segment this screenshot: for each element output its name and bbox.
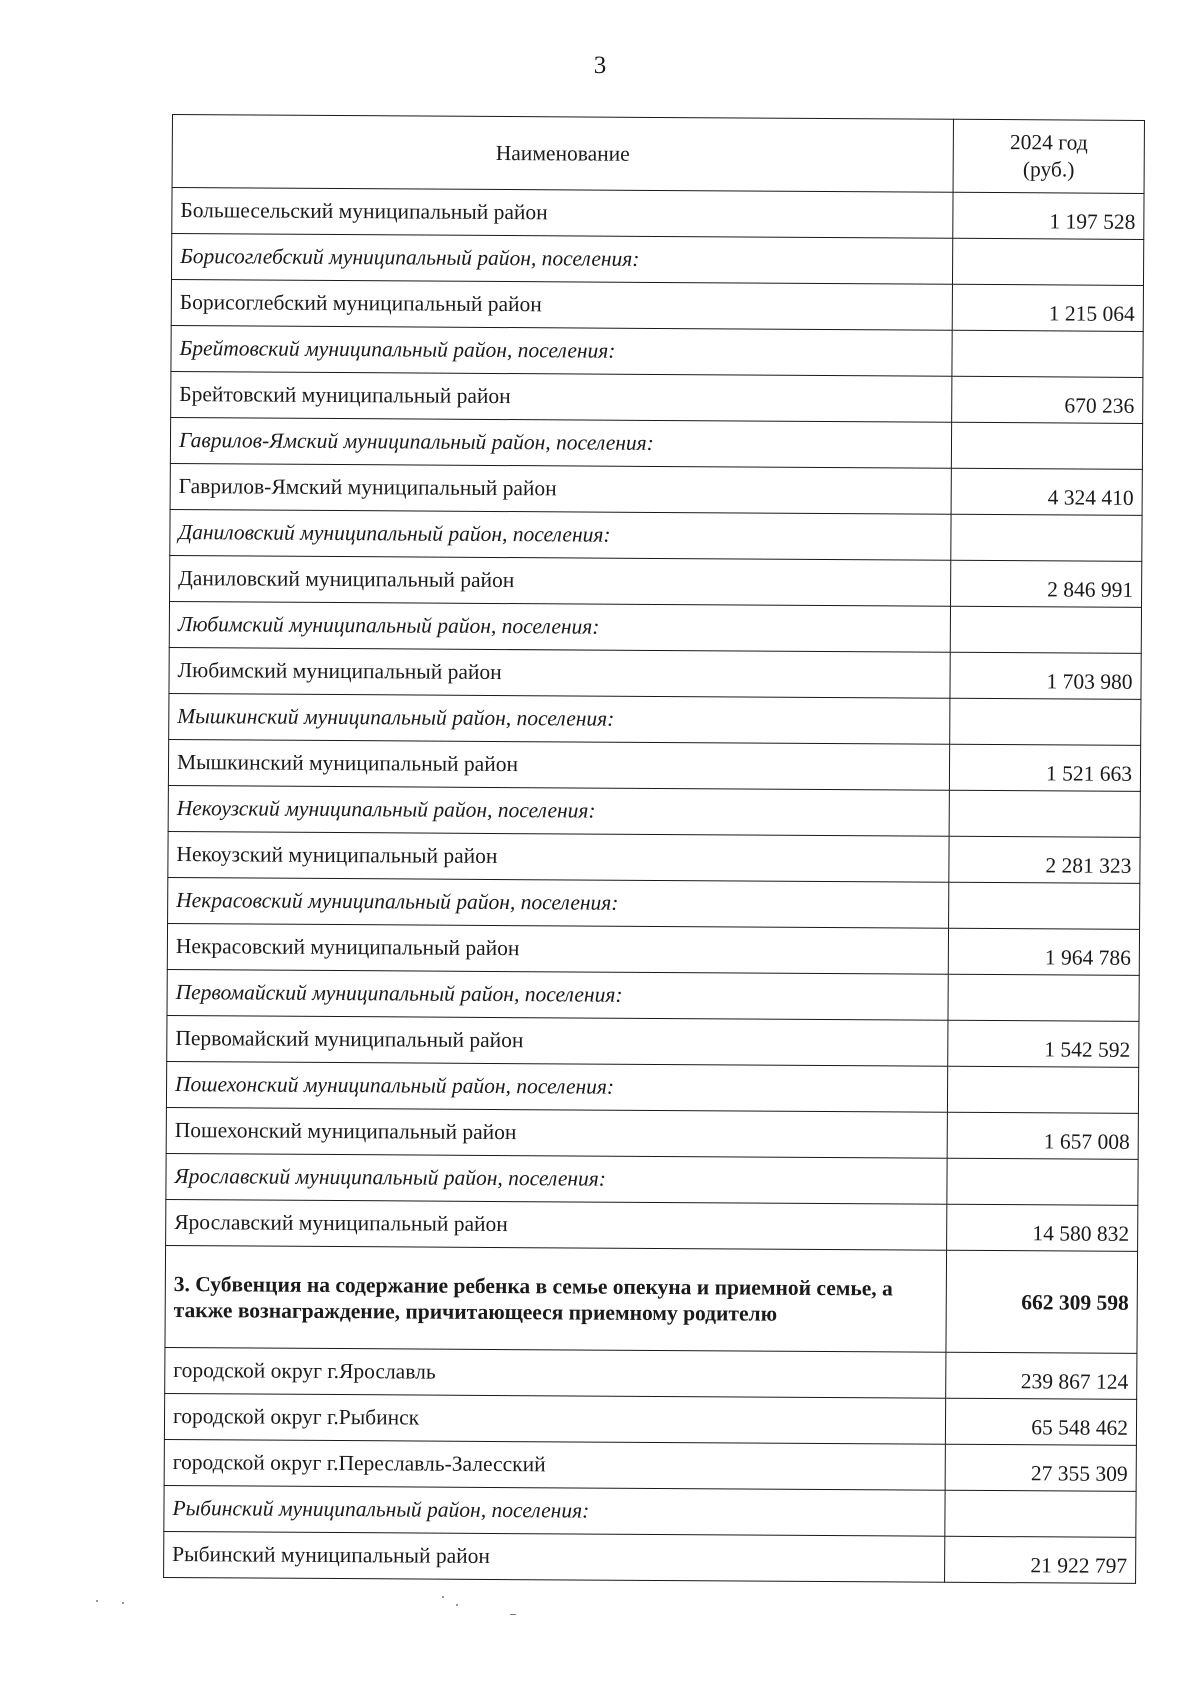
row-value: 21 922 797: [945, 1536, 1136, 1583]
header-name: Наименование: [172, 115, 953, 193]
group-row: [166, 1061, 1138, 1113]
group-row: [170, 417, 1142, 469]
table-row: [164, 1439, 1136, 1491]
row-name: Борисоглебский муниципальный район: [171, 279, 952, 330]
scan-specks: [0, 1590, 1200, 1630]
table-row: [165, 1347, 1137, 1399]
row-name: Гаврилов-Ямский муниципальный район: [170, 463, 951, 514]
row-value: 2 281 323: [949, 836, 1140, 883]
row-name: Рыбинский муниципальный район: [164, 1531, 945, 1582]
row-value: 1 703 980: [950, 652, 1141, 699]
speck: [510, 1614, 516, 1615]
speck: [122, 1602, 124, 1604]
row-name: Большесельский муниципальный район: [172, 188, 953, 239]
group-row: [168, 785, 1140, 837]
header-value-year: 2024 год: [1009, 130, 1088, 155]
row-value: [950, 698, 1141, 745]
row-name: Брейтовский муниципальный район: [171, 371, 952, 422]
row-value: 670 236: [952, 376, 1143, 423]
row-value: 65 548 462: [945, 1398, 1136, 1445]
table-row: [171, 371, 1143, 423]
row-value: [947, 1066, 1138, 1113]
group-row: [166, 1153, 1138, 1205]
group-row: [169, 693, 1141, 745]
table-body: [164, 188, 1144, 1584]
table-row: [168, 739, 1140, 791]
row-name: городской округ г.Рыбинск: [164, 1393, 945, 1444]
row-name: Пошехонский муниципальный район, поселения:: [166, 1061, 947, 1112]
row-value: [949, 882, 1140, 929]
table-row: [171, 279, 1143, 331]
row-value: 2 846 991: [951, 560, 1142, 607]
row-value: [952, 330, 1143, 377]
row-value: [949, 790, 1140, 837]
row-value: [951, 422, 1142, 469]
group-row: [164, 1485, 1136, 1537]
row-name: 3. Субвенция на содержание ребенка в семье опекуна и приемной семье, а также вознаграждение, причитающееся приемному родителю: [165, 1245, 947, 1352]
row-value: 662 309 598: [946, 1250, 1138, 1353]
table-header-row: [172, 115, 1144, 194]
row-name: Гаврилов-Ямский муниципальный район, поселения:: [170, 417, 951, 468]
row-value: [948, 974, 1139, 1021]
row-name: Брейтовский муниципальный район, поселения:: [171, 325, 952, 376]
table-row: [170, 463, 1142, 515]
table-row: [170, 555, 1142, 607]
group-row: [168, 877, 1140, 929]
table-row: [164, 1393, 1136, 1445]
speck: [96, 1600, 98, 1602]
row-value: [945, 1490, 1136, 1537]
row-value: [952, 238, 1143, 285]
row-name: Любимский муниципальный район, поселения:: [169, 601, 950, 652]
row-value: 239 867 124: [946, 1352, 1137, 1399]
table-row: [166, 1107, 1138, 1159]
row-name: Ярославский муниципальный район: [166, 1199, 947, 1250]
row-value: [950, 606, 1141, 653]
row-name: Пошехонский муниципальный район: [166, 1107, 947, 1158]
subvention-table: [163, 114, 1145, 1584]
row-value: 1 197 528: [953, 192, 1144, 239]
row-value: 14 580 832: [947, 1204, 1138, 1251]
section-row: [165, 1245, 1138, 1353]
row-name: Мышкинский муниципальный район, поселения:: [169, 693, 950, 744]
header-value-unit: (руб.): [1022, 157, 1075, 182]
table-row: [167, 923, 1139, 975]
row-value: 27 355 309: [945, 1444, 1136, 1491]
row-name: Первомайский муниципальный район: [167, 1015, 948, 1066]
table-row: [164, 1531, 1136, 1583]
row-name: городской округ г.Ярославль: [165, 1347, 946, 1398]
group-row: [170, 509, 1142, 561]
row-value: 1 521 663: [949, 744, 1140, 791]
row-name: Некрасовский муниципальный район: [167, 923, 948, 974]
row-name: Любимский муниципальный район: [169, 647, 950, 698]
row-name: Ярославский муниципальный район, поселения:: [166, 1153, 947, 1204]
row-name: Некоузский муниципальный район: [168, 831, 949, 882]
row-value: [947, 1158, 1138, 1205]
row-name: городской округ г.Переславль-Залесский: [164, 1439, 945, 1490]
speck: [442, 1596, 444, 1598]
table-row: [168, 831, 1140, 883]
row-name: Даниловский муниципальный район: [170, 555, 951, 606]
row-name: Рыбинский муниципальный район, поселения:: [164, 1485, 945, 1536]
group-row: [171, 234, 1143, 286]
page-number: 3: [593, 52, 607, 79]
row-value: 1 657 008: [947, 1112, 1138, 1159]
row-value: 1 542 592: [948, 1020, 1139, 1067]
group-row: [171, 325, 1143, 377]
speck: [456, 1604, 458, 1606]
row-value: [951, 514, 1142, 561]
row-value: 1 964 786: [948, 928, 1139, 975]
group-row: [169, 601, 1141, 653]
row-name: Борисоглебский муниципальный район, поселения:: [171, 234, 952, 285]
table-row: [169, 647, 1141, 699]
row-name: Некоузский муниципальный район, поселения:: [168, 785, 949, 836]
table-row: [166, 1199, 1138, 1251]
table-row: [172, 188, 1144, 240]
row-name: Мышкинский муниципальный район: [168, 739, 949, 790]
table-row: [167, 1015, 1139, 1067]
group-row: [167, 969, 1139, 1021]
row-name: Даниловский муниципальный район, поселения:: [170, 509, 951, 560]
row-value: 1 215 064: [952, 284, 1143, 331]
header-value: [953, 119, 1144, 193]
row-name: Некрасовский муниципальный район, поселения:: [168, 877, 949, 928]
row-value: 4 324 410: [951, 468, 1142, 515]
row-name: Первомайский муниципальный район, поселения:: [167, 969, 948, 1020]
